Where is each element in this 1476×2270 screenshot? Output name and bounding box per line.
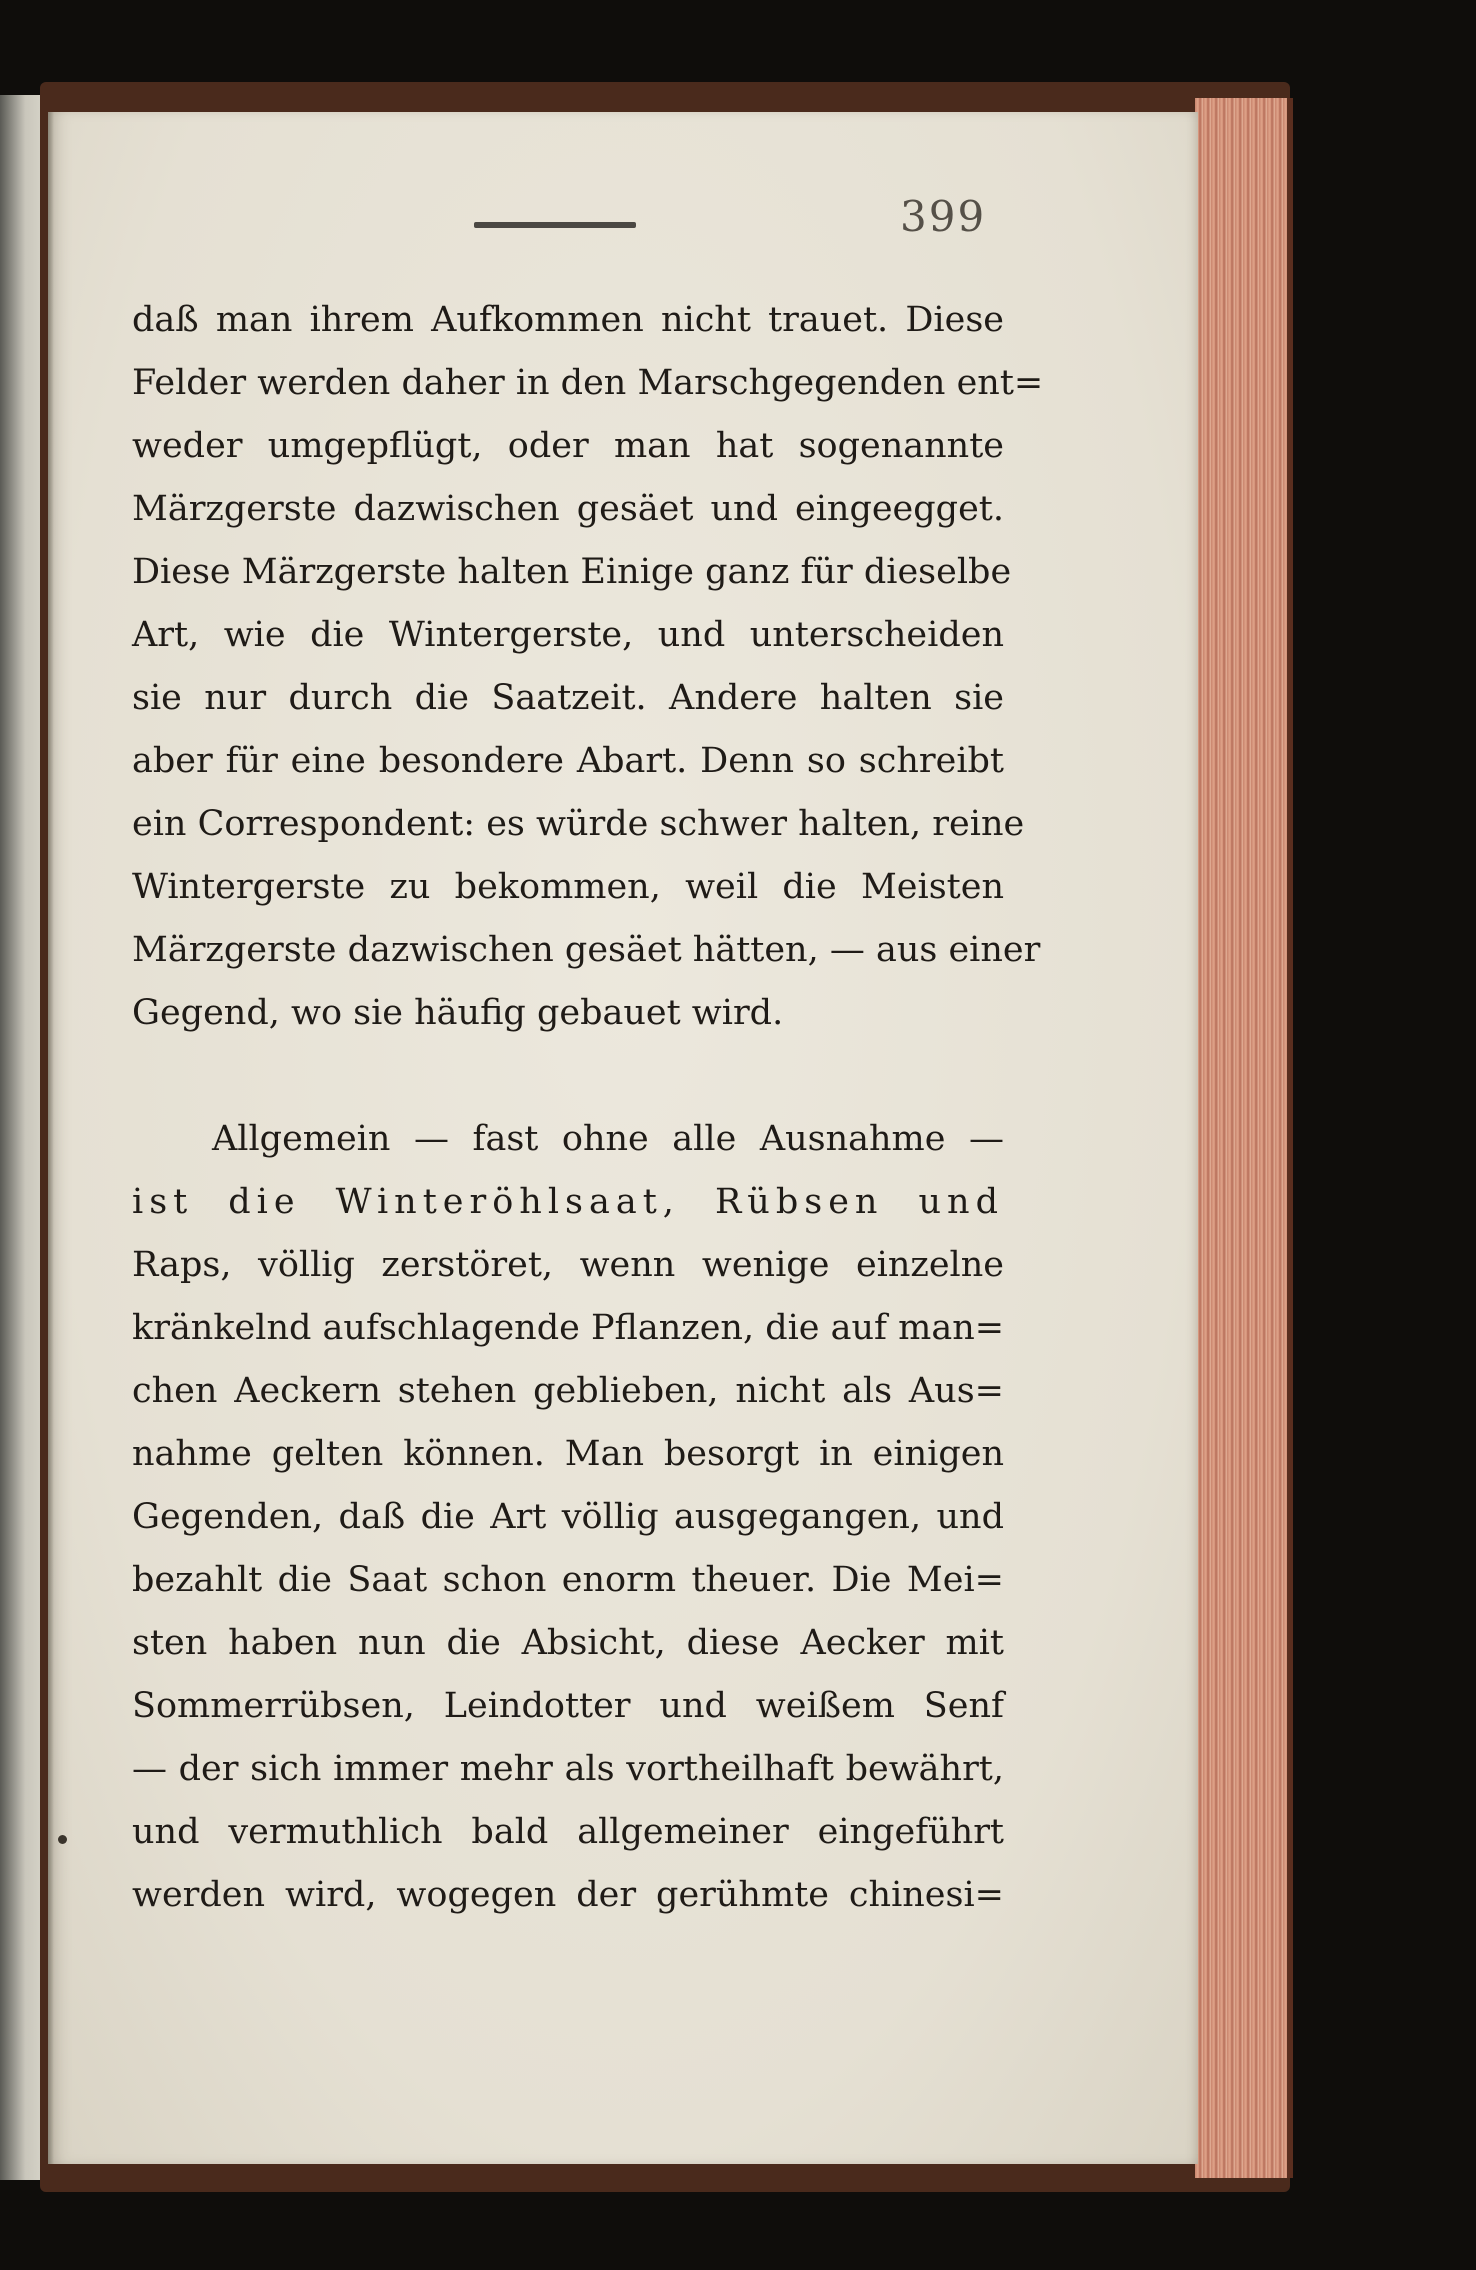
text-line: Wintergerste zu bekommen, weil die Meisten [132,867,1004,907]
text-line: weder umgepflügt, oder man hat sogenannte [132,426,1004,466]
text-line: Art, wie die Wintergerste, und unterscheiden [132,615,1004,655]
text-line: Sommerrübsen, Leindotter und weißem Senf [132,1686,1004,1726]
text-line: sten haben nun die Absicht, diese Aecker mit [132,1623,1004,1663]
text-line: Märzgerste dazwischen gesäet hätten, — aus einer [132,930,1041,970]
page-number: 399 [900,192,987,241]
page-gutter [48,112,54,2164]
text-line: Raps, völlig zerstöret, wenn wenige einzelne [132,1245,1004,1285]
text-line: aber für eine besondere Abart. Denn so schreibt [132,741,1004,781]
text-line: Märzgerste dazwischen gesäet und eingeegget. [132,489,1004,529]
page-edges [1195,98,1293,2178]
header-rule [474,222,636,228]
text-line: werden wird, wogegen der gerühmte chinesi= [132,1875,1004,1915]
paragraph-start-line: Allgemein — fast ohne alle Ausnahme — [212,1119,1004,1159]
text-line: ein Correspondent: es würde schwer halten, reine [132,804,1025,844]
text-line: chen Aeckern stehen geblieben, nicht als Aus= [132,1371,1004,1411]
text-line: nahme gelten können. Man besorgt in einigen [132,1434,1004,1474]
text-line: ist die Winteröhlsaat, Rübsen und [132,1182,1004,1222]
text-line: Gegenden, daß die Art völlig ausgegangen, und [132,1497,1004,1537]
text-line: daß man ihrem Aufkommen nicht trauet. Diese [132,300,1004,340]
ink-spot [58,1835,67,1844]
text-line: kränkelnd aufschlagende Pflanzen, die auf man= [132,1308,1005,1348]
text-line: bezahlt die Saat schon enorm theuer. Die Mei= [132,1560,1004,1600]
text-line: Diese Märzgerste halten Einige ganz für dieselbe [132,552,1012,592]
text-line-last: Gegend, wo sie häufig gebauet wird. [132,993,784,1033]
text-line: und vermuthlich bald allgemeiner eingeführt [132,1812,1004,1852]
text-line: Felder werden daher in den Marschgegenden ent= [132,363,1044,403]
text-line: — der sich immer mehr als vortheilhaft bewährt, [132,1749,1004,1789]
text-line: sie nur durch die Saatzeit. Andere halten sie [132,678,1004,718]
